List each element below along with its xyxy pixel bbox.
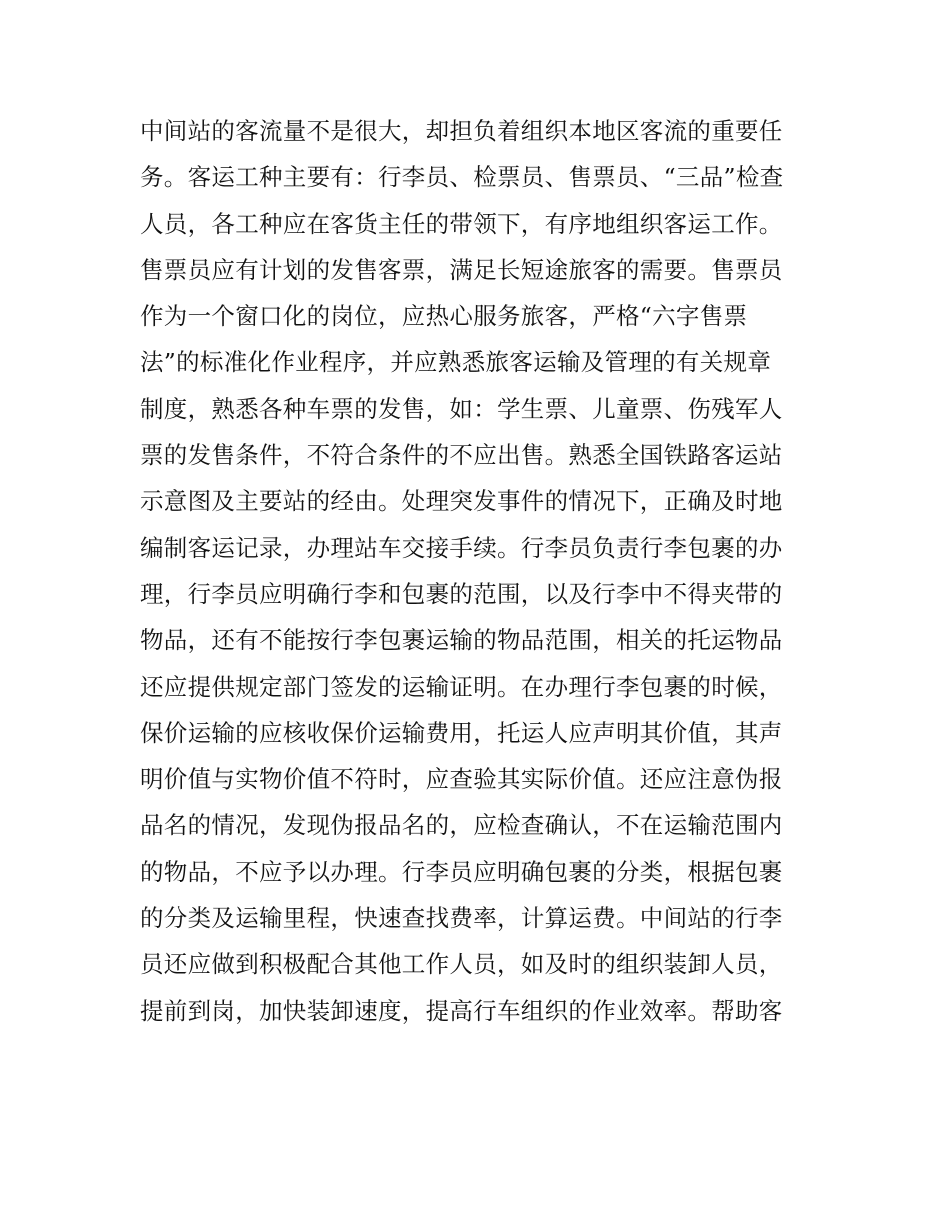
- text-line: 示意图及主要站的经由。处理突发事件的情况下，正确及时地: [140, 487, 783, 516]
- text-line: 编制客运记录，办理站车交接手续。行李员负责行李包裹的办: [140, 533, 783, 562]
- text-line: 员还应做到积极配合其他工作人员，如及时的组织装卸人员，: [140, 950, 783, 979]
- text-line: 明价值与实物价值不符时，应查验其实际价值。还应注意伪报: [140, 765, 783, 794]
- text-line: 理，行李员应明确行李和包裹的范围，以及行李中不得夹带的: [140, 579, 783, 608]
- text-line: 提前到岗，加快装卸速度，提高行车组织的作业效率。帮助客: [140, 996, 783, 1025]
- text-line: 物品，还有不能按行李包裹运输的物品范围，相关的托运物品: [140, 626, 783, 655]
- text-line: 人员，各工种应在客货主任的带领下，有序地组织客运工作。: [140, 209, 783, 238]
- text-line: 的分类及运输里程，快速查找费率，计算运费。中间站的行李: [140, 904, 783, 933]
- text-line: 作为一个窗口化的岗位，应热心服务旅客，严格“六字售票: [140, 302, 748, 331]
- text-line: 还应提供规定部门签发的运输证明。在办理行李包裹的时候，: [140, 672, 783, 701]
- text-line: 制度，熟悉各种车票的发售，如：学生票、儿童票、伤残军人: [140, 394, 783, 423]
- text-line: 的物品，不应予以办理。行李员应明确包裹的分类，根据包裹: [140, 857, 783, 886]
- text-line: 中间站的客流量不是很大，却担负着组织本地区客流的重要任: [140, 117, 783, 145]
- text-line: 法”的标准化作业程序，并应熟悉旅客运输及管理的有关规章: [140, 348, 772, 377]
- body-text: [140, 108, 830, 1034]
- text-line: 保价运输的应核收保价运输费用，托运人应声明其价值，其声: [140, 718, 783, 747]
- text-line: 品名的情况，发现伪报品名的，应检查确认，不在运输范围内: [140, 811, 783, 840]
- text-line: 务。客运工种主要有：行李员、检票员、售票员、“三品”检查: [140, 163, 784, 192]
- text-line: 售票员应有计划的发售客票，满足长短途旅客的需要。售票员: [140, 255, 783, 284]
- text-line: 票的发售条件，不符合条件的不应出售。熟悉全国铁路客运站: [140, 441, 783, 470]
